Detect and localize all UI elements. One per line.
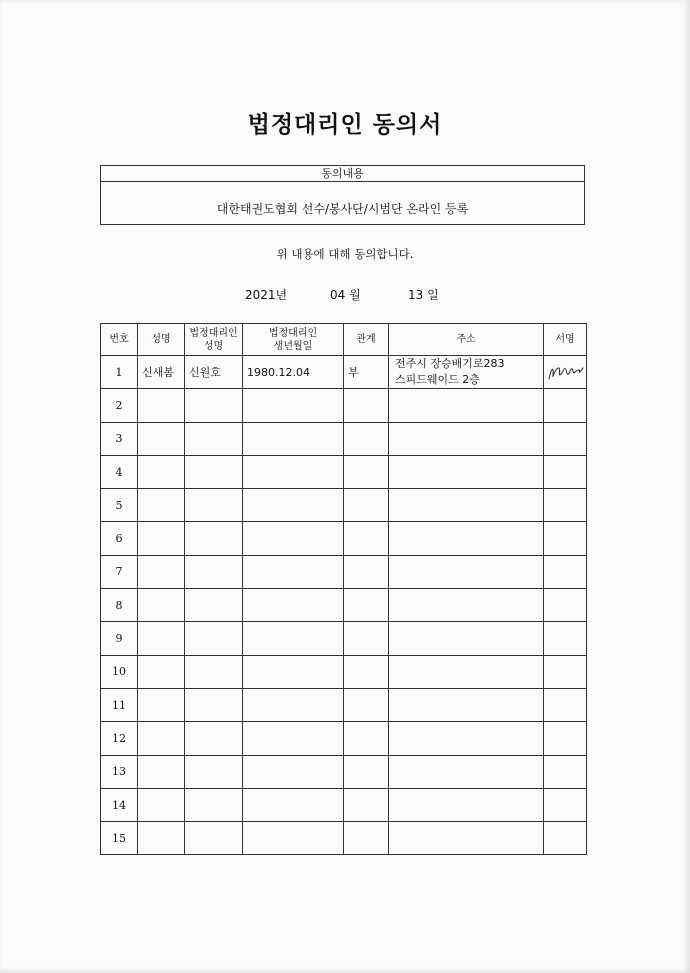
- header-relation: 관계: [344, 324, 389, 356]
- table-row: [101, 788, 587, 821]
- handwritten-signature: [545, 359, 585, 385]
- table-row: [101, 655, 587, 688]
- table-row: [101, 822, 587, 855]
- guardian-table: [100, 323, 587, 855]
- row-number: 6: [101, 522, 138, 555]
- table-row: [101, 356, 587, 389]
- address: 전주시 장승배기로283 스피드웨이드 2층: [389, 356, 544, 389]
- participant-name: 신새봄: [138, 356, 185, 389]
- row-number: 14: [101, 788, 138, 821]
- table-row: [101, 688, 587, 721]
- relation: 부: [344, 356, 389, 389]
- table-header-row: [101, 324, 587, 356]
- table-row: [101, 755, 587, 788]
- signature: [544, 356, 587, 389]
- row-number: 9: [101, 622, 138, 655]
- row-number: 2: [101, 389, 138, 422]
- table-row: [101, 555, 587, 588]
- table-row: [101, 522, 587, 555]
- header-guardian-name: 법정대리인 성명: [185, 324, 243, 356]
- header-name: 성명: [138, 324, 185, 356]
- table-row: [101, 589, 587, 622]
- agreement-statement: 위 내용에 대해 동의합니다.: [276, 247, 414, 261]
- table-row: [101, 622, 587, 655]
- row-number: 15: [101, 822, 138, 855]
- row-number: 7: [101, 555, 138, 588]
- date-year: 2021년: [245, 288, 288, 302]
- row-number: 5: [101, 489, 138, 522]
- row-number: 8: [101, 589, 138, 622]
- guardian-name: 신원호: [185, 356, 243, 389]
- header-guardian-birth: 법정대리인 생년월일: [243, 324, 344, 356]
- document-title: 법정대리인 동의서: [247, 111, 443, 138]
- row-number: 4: [101, 455, 138, 488]
- table-row: [101, 422, 587, 455]
- row-number: 12: [101, 722, 138, 755]
- guardian-birth: 1980.12.04: [243, 356, 344, 389]
- consent-heading: 동의내용: [101, 166, 584, 182]
- row-number: 10: [101, 655, 138, 688]
- header-signature: 서명: [544, 324, 587, 356]
- table-row: [101, 489, 587, 522]
- header-address: 주소: [389, 324, 544, 356]
- row-number: 13: [101, 755, 138, 788]
- consent-box: [100, 165, 585, 225]
- header-number: 번호: [101, 324, 138, 356]
- table-row: [101, 722, 587, 755]
- table-row: [101, 389, 587, 422]
- consent-body: 대한태권도협회 선수/봉사단/시범단 온라인 등록: [216, 202, 469, 216]
- date-month: 04 월: [330, 288, 361, 302]
- date-day: 13 일: [408, 288, 439, 302]
- row-number: 11: [101, 688, 138, 721]
- table-row: [101, 455, 587, 488]
- row-number: 1: [101, 356, 138, 389]
- row-number: 3: [101, 422, 138, 455]
